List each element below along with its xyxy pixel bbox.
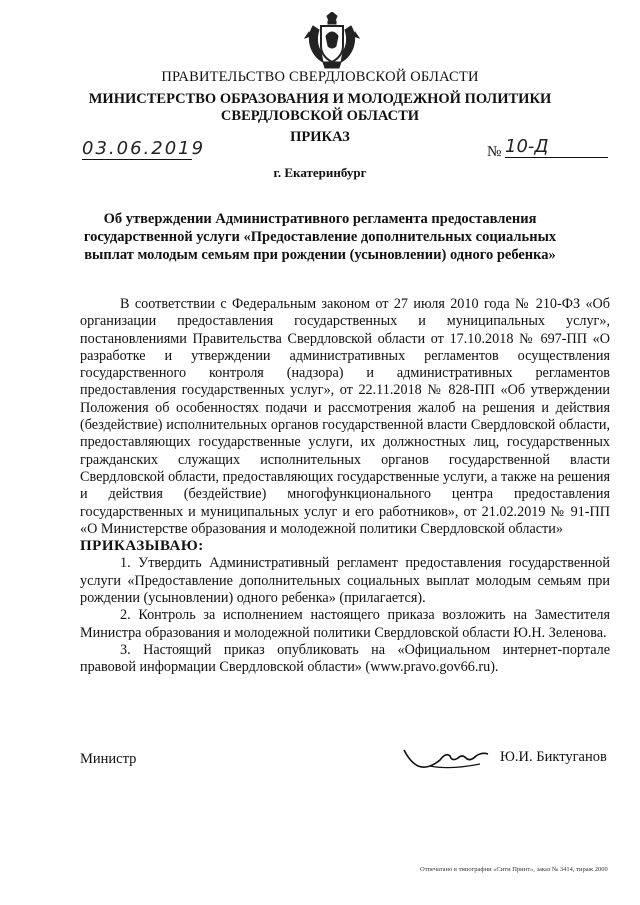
print-note: Отпечатано в типографии «Сити Принт», заказ № 3414, тираж 2000 xyxy=(420,866,608,873)
order-label: ПРИКАЗ xyxy=(290,129,350,145)
order-date: 03.06.2019 xyxy=(82,138,206,159)
ministry-line-2: СВЕРДЛОВСКОЙ ОБЛАСТИ xyxy=(220,108,420,124)
order-item-1: 1. Утвердить Административный регламент предоставления государственной услуги «Предоставление дополнительных социальных выплат молодым семьям при рождении (усыновлении) одного ребенка» (прилагается). xyxy=(80,555,610,607)
title-line-2: государственной услуги «Предоставление дополнительных социальных xyxy=(83,229,557,245)
ministry-line-1: МИНИСТЕРСТВО ОБРАЗОВАНИЯ И МОЛОДЕЖНОЙ ПОЛИТИКИ xyxy=(88,91,552,107)
coat-of-arms-icon xyxy=(303,12,361,70)
order-number: 10-Д xyxy=(505,137,608,158)
ministry-name xyxy=(0,91,640,125)
document-body xyxy=(80,296,610,677)
title-line-1: Об утверждении Административного регламента предоставления xyxy=(103,211,537,227)
city: г. Екатеринбург xyxy=(273,165,367,180)
order-heading: ПРИКАЗЫВАЮ: xyxy=(80,538,204,555)
preamble-paragraph: В соответствии с Федеральным законом от 27 июля 2010 года № 210-ФЗ «Об организации предоставления государственных и муниципальных услуг», постановлениями Правительства Свердловской области от 17.10.2018 № 697-ПП «О разработке и утверждении административных регламентов осуществления государственного контроля (надзора) и административных регламентов предоставления государственных услуг», от 22.11.2018 № 828-ПП «Об утверждении Положения об особенностях подачи и рассмотрения жалоб на решения и действия (бездействие) исполнительных органов государственной власти Свердловской области, предоставляющих государственные услуги, их должностных лиц, государственных гражданских служащих исполнительных органов государственной власти Свердловской области, предоставляющих государственные услуги, а также на решения и действия (бездействие) многофункционального центра предоставления государственных и муниципальных услуг и его работников», от 21.02.2019 № 91-ПП «О Министерстве образования и молодежной политики Свердловской области» xyxy=(80,296,610,537)
document-title xyxy=(0,210,640,264)
order-item-3: 3. Настоящий приказ опубликовать на «Официальном интернет-портале правовой информации Свердловской области» (www.pravo.gov66.ru). xyxy=(80,641,610,676)
order-item-2: 2. Контроль за исполнением настоящего приказа возложить на Заместителя Министра образования и молодежной политики Свердловской области Ю.Н. Зеленова. xyxy=(80,607,610,641)
government-name: ПРАВИТЕЛЬСТВО СВЕРДЛОВСКОЙ ОБЛАСТИ xyxy=(161,69,479,85)
order-number-label: № xyxy=(487,144,502,160)
handwritten-signature xyxy=(400,736,492,774)
title-line-3: выплат молодым семьям при рождении (усыновлении) одного ребенка» xyxy=(84,247,556,263)
signer-name: Ю.И. Биктуганов xyxy=(500,749,607,765)
signer-position: Министр xyxy=(80,751,137,767)
